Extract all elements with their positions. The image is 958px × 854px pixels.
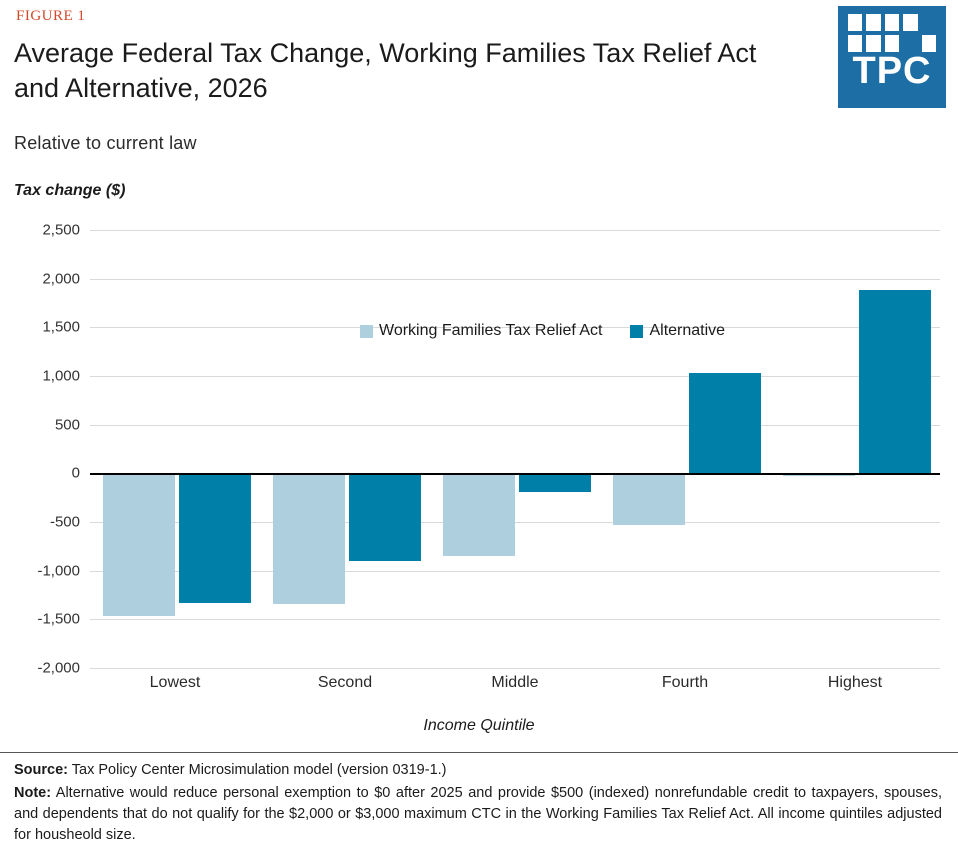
y-axis-tick-label: 2,000 [42,270,80,288]
bar[interactable] [179,473,251,602]
legend-label: Working Families Tax Relief Act [379,322,603,339]
y-axis-tick-label: 500 [54,416,80,434]
zero-axis-line [71,464,940,482]
page-title: Average Federal Tax Change, Working Families Tax Relief Act and Alternative, 2026 [14,38,757,103]
note-text: Alternative would reduce personal exemption to $0 after 2025 and provide $500 (indexed) nonrefundable credit to taxpayers, spouses, and dependents that do not qualify for the $2,000 or $3,000 maximum CTC in the Working Families Tax Relief Act. All income quintiles adjusted for housheold size. [14,785,942,844]
bar-group [260,230,430,668]
bar-groups [90,230,940,668]
tpc-logo [838,6,946,108]
bar[interactable] [443,473,515,556]
plot-area [37,221,940,677]
bar[interactable] [519,473,591,491]
x-axis-tick-label: Fourth [661,674,709,691]
legend-item [360,322,602,340]
y-axis-tick-label: -1,500 [37,610,80,628]
logo-text: TPC [852,50,932,92]
y-axis-title: Tax change ($) [14,182,126,199]
bar[interactable] [613,473,685,525]
x-axis-tick-label: Highest [827,674,883,691]
footer-notes [14,760,942,848]
bar-group [770,230,940,668]
y-axis-tick-label: 1,500 [42,318,80,336]
y-axis-tick-label: -1,000 [37,562,80,580]
chart-legend [360,322,745,340]
note-line [14,783,942,846]
bar[interactable] [689,373,761,473]
legend-label: Alternative [649,322,726,339]
figure-label: FIGURE 1 [16,8,86,24]
y-axis-tick-label: 0 [71,464,80,482]
y-axis-tick-label: -2,000 [37,659,80,677]
legend-item [630,322,725,340]
bar[interactable] [859,290,931,473]
logo-grid-icon [848,14,936,52]
x-axis-tick-label: Middle [491,674,539,691]
bar-group [600,230,770,668]
source-label: Source: [14,762,68,778]
x-axis-title: Income Quintile [423,717,535,734]
x-axis-tick-label: Second [317,674,373,691]
page-subtitle: Relative to current law [14,133,197,153]
legend-swatch-icon [630,325,643,338]
legend-swatch-icon [360,325,373,338]
x-axis-tick-labels [90,674,940,692]
bar[interactable] [349,473,421,561]
bar-group [90,230,260,668]
y-axis-tick-label: 1,000 [42,367,80,385]
note-label: Note: [14,785,52,802]
source-line [14,760,942,781]
y-axis-tick-label: 2,500 [42,221,80,239]
source-text: Tax Policy Center Microsimulation model (version 0319-1.) [68,762,447,778]
x-axis-tick-label: Lowest [149,674,201,691]
bar[interactable] [103,473,175,616]
bar[interactable] [273,473,345,603]
bar-group [430,230,600,668]
bar-chart [14,212,944,734]
footer-divider [0,752,958,753]
gridline [37,659,940,677]
y-axis-tick-label: -500 [49,513,80,531]
